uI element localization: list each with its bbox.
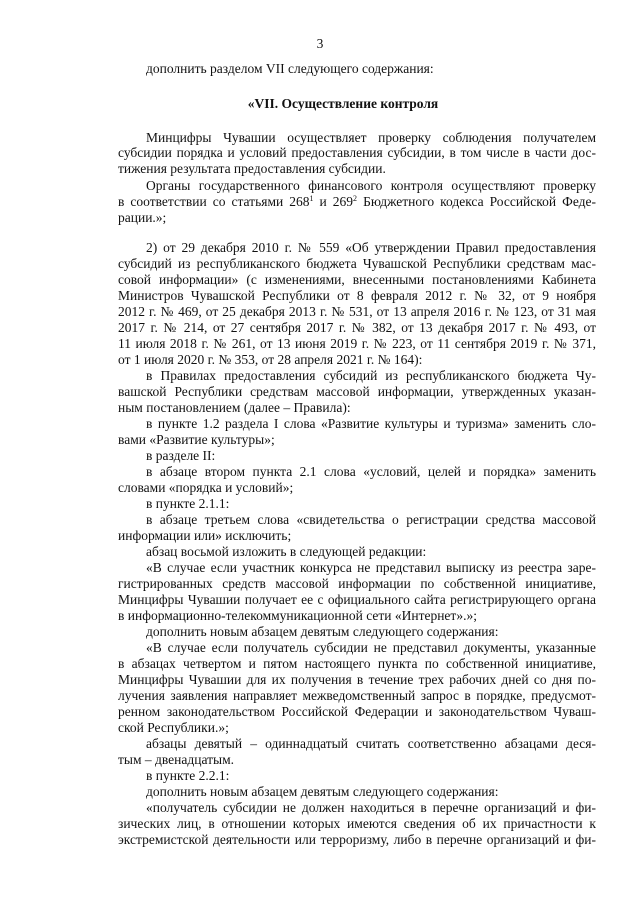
text-line: [118, 288, 596, 304]
line-text: ренном законодательством Российской Федерации и законодательством Чуваш-: [118, 704, 596, 719]
line-text: абзац восьмой изложить в следующей редакции:: [146, 544, 427, 559]
line-text: в соответствии со статьями 268: [118, 194, 310, 209]
line-text: «получатель субсидии не должен находиться в перечне организаций и фи-: [146, 800, 596, 815]
line-text: вашской Республики средствам массовой информации, утвержденных указан-: [118, 384, 596, 399]
text-line: [118, 130, 596, 146]
text-line: [118, 194, 596, 210]
text-line: [118, 512, 596, 528]
line-text: тижения результата предоставления субсидии.: [118, 161, 386, 176]
line-text: лучения заявления направляет межведомственный запрос в порядке, предусмот-: [118, 688, 596, 703]
text-line: [118, 656, 596, 672]
line-text: 11 июля 2018 г. № 261, от 13 июня 2019 г. № 223, от 11 сентября 2019 г. № 371,: [118, 336, 596, 351]
line-text: дополнить разделом VII следующего содержания:: [146, 61, 434, 76]
line-text: «В случае если участник конкурса не представил выписку из реестра заре-: [146, 560, 596, 575]
text-line: [118, 352, 596, 368]
line-text: Бюджетного кодекса Российской Феде-: [357, 194, 596, 209]
line-text: субсидии порядка и условий предоставления субсидии, в том числе в части дос-: [118, 145, 596, 160]
line-text: Органы государственного финансового контроля осуществляют проверку: [146, 178, 596, 193]
text-line: [118, 256, 596, 272]
line-text: ным постановлением (далее – Правила):: [118, 400, 351, 415]
text-line: [118, 336, 596, 352]
text-line: [118, 768, 596, 784]
line-text: в информационно-телекоммуникационной сети «Интернет».»;: [118, 608, 477, 623]
text-line: [118, 784, 596, 800]
text-line: [118, 496, 596, 512]
text-line: [118, 210, 596, 226]
text-line: [118, 320, 596, 336]
section-heading: [0, 96, 640, 112]
line-text: Минцифры Чувашии для их получения в течение трех рабочих дней со дня по-: [118, 672, 596, 687]
line-text: в разделе II:: [146, 448, 216, 463]
text-line: [118, 832, 596, 848]
line-text: Минцифры Чувашии получает ее с официального сайта регистрирующего органа: [118, 592, 596, 607]
text-line: [118, 432, 596, 448]
text-line: [118, 480, 596, 496]
line-text: субсидий из республиканского бюджета Чувашской Республики средствам мас-: [118, 256, 596, 271]
line-text: в пункте 1.2 раздела I слова «Развитие культуры и туризма» заменить сло-: [146, 416, 596, 431]
text-line: [118, 161, 596, 177]
text-line: [118, 704, 596, 720]
line-text: вами «Развитие культуры»;: [118, 432, 275, 447]
line-text: в пункте 2.1.1:: [146, 496, 230, 511]
line-text: экстремистской деятельности или терроризму, либо в перечне организаций и фи-: [118, 832, 596, 847]
line-text: «VII. Осуществление контроля: [247, 96, 439, 111]
text-line: [118, 448, 596, 464]
text-line: [118, 416, 596, 432]
line-text: словами «порядка и условий»;: [118, 480, 294, 495]
text-line: [118, 304, 596, 320]
line-text: тым – двенадцатым.: [118, 752, 235, 767]
line-text: в абзацах четвертом и пятом настоящего пункта по собственной инициативе,: [118, 656, 596, 671]
text-line: [118, 576, 596, 592]
line-text: гистрированных средств массовой информации по собственной инициативе,: [118, 576, 596, 591]
line-text: рации.»;: [118, 210, 167, 225]
line-text: дополнить новым абзацем девятым следующего содержания:: [146, 784, 499, 799]
text-line: [118, 800, 596, 816]
line-text: ской Республики.»;: [118, 720, 229, 735]
line-text: Министров Чувашской Республики от 8 февраля 2012 г. № 32, от 9 ноября: [118, 288, 596, 303]
line-text: в пункте 2.2.1:: [146, 768, 230, 783]
text-line: [118, 368, 596, 384]
text-line: [118, 736, 596, 752]
text-line: [118, 240, 596, 256]
text-line: [118, 592, 596, 608]
text-line: [118, 384, 596, 400]
line-text: в Правилах предоставления субсидий из республиканского бюджета Чу-: [146, 368, 596, 383]
text-line: [118, 608, 596, 624]
text-line: [118, 720, 596, 736]
text-line: [118, 624, 596, 640]
line-text: в абзаце третьем слова «свидетельства о регистрации средства массовой: [146, 512, 596, 527]
text-line: [118, 752, 596, 768]
line-text: и 269: [313, 194, 354, 209]
line-text: информации или» исключить;: [118, 528, 292, 543]
line-text: «В случае если получатель субсидии не представил документы, указанные: [146, 640, 596, 655]
text-line: [118, 560, 596, 576]
page-number: 3: [316, 36, 324, 51]
line-text: в абзаце втором пункта 2.1 слова «условий, целей и порядка» заменить: [146, 464, 596, 479]
line-text: совой информации» (с изменениями, внесенными постановлениями Кабинета: [118, 272, 596, 287]
text-line: [118, 688, 596, 704]
text-line: [118, 178, 596, 194]
line-text: от 1 июля 2020 г. № 353, от 28 апреля 2021 г. № 164):: [118, 352, 423, 367]
text-line: [118, 528, 596, 544]
line-text: 2012 г. № 469, от 25 декабря 2013 г. № 531, от 13 апреля 2016 г. № 123, от 31 мая: [118, 304, 596, 319]
text-line: [118, 640, 596, 656]
text-line: [118, 272, 596, 288]
line-text: Минцифры Чувашии осуществляет проверку соблюдения получателем: [146, 130, 596, 145]
line-text: 2) от 29 декабря 2010 г. № 559 «Об утверждении Правил предоставления: [146, 240, 596, 255]
line-text: зических лиц, в отношении которых имеются сведения об их причастности к: [118, 816, 596, 831]
text-line: [118, 61, 596, 77]
line-text: дополнить новым абзацем девятым следующего содержания:: [146, 624, 499, 639]
superscript: 2: [353, 194, 358, 203]
text-line: [118, 672, 596, 688]
line-text: абзацы девятый – одиннадцатый считать соответственно абзацами деся-: [146, 736, 596, 751]
line-text: 2017 г. № 214, от 27 сентября 2017 г. № 382, от 13 декабря 2017 г. № 493, от: [118, 320, 596, 335]
text-line: [118, 400, 596, 416]
text-line: [118, 145, 596, 161]
superscript: 1: [309, 194, 314, 203]
text-line: [118, 816, 596, 832]
text-line: [118, 544, 596, 560]
text-line: [118, 464, 596, 480]
